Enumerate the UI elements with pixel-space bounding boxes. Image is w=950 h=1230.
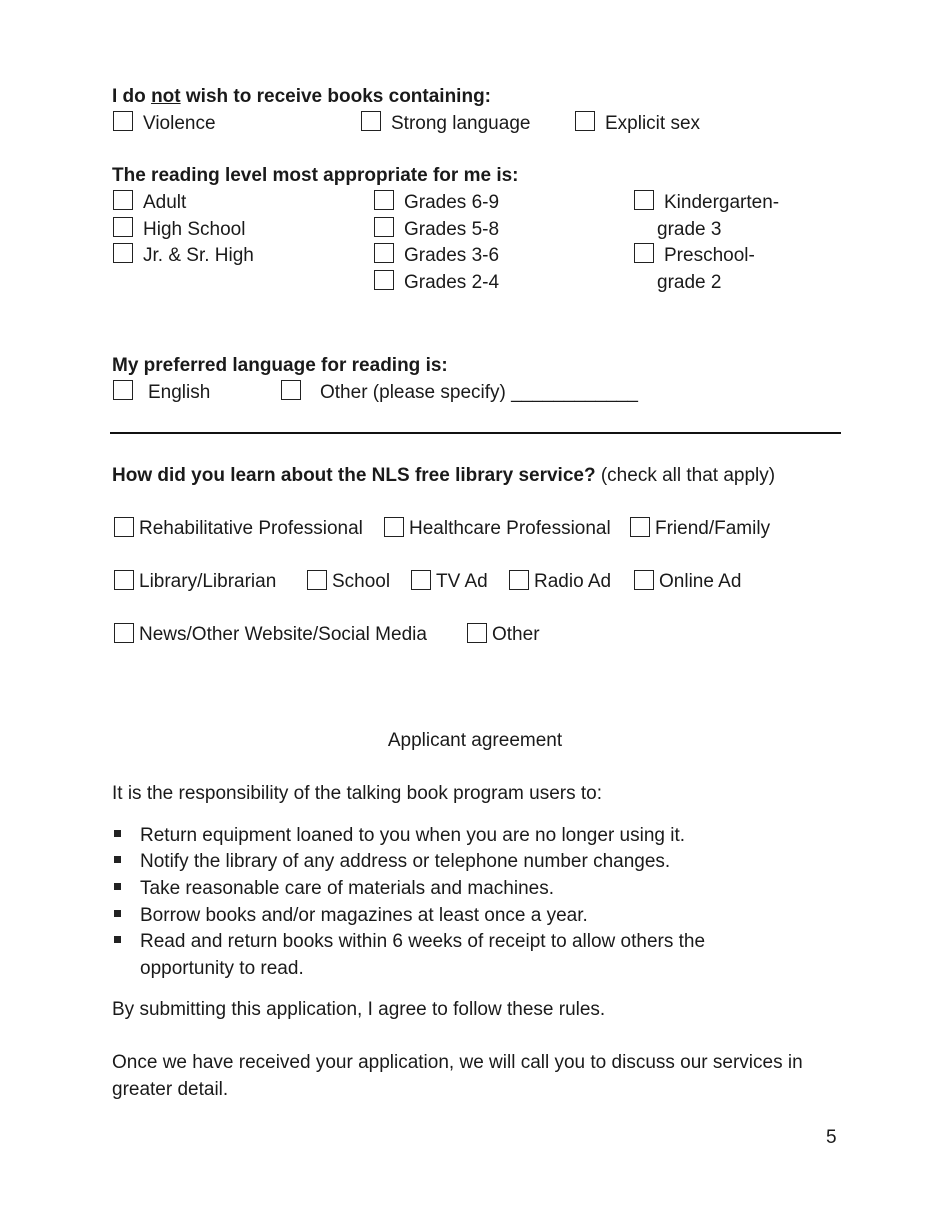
online-ad-label: Online Ad	[659, 571, 742, 592]
kindergarten-label-line1: Kindergarten-	[664, 192, 780, 213]
learn-heading	[112, 466, 775, 485]
news-website-social-checkbox[interactable]	[114, 623, 134, 643]
healthcare-professional-checkbox[interactable]	[384, 517, 404, 537]
strong-language-label: Strong language	[391, 113, 531, 134]
agreement-bullet-5-cont: opportunity to read.	[140, 958, 304, 979]
bullet-marker	[114, 910, 121, 917]
agreement-title: Applicant agreement	[387, 730, 563, 751]
other-language-checkbox[interactable]	[281, 380, 301, 400]
language-heading: My preferred language for reading is:	[112, 355, 448, 376]
agreement-bullet-4: Borrow books and/or magazines at least once a year.	[140, 905, 588, 926]
high-school-label: High School	[143, 219, 246, 240]
heading-text-rest: wish to receive books containing:	[180, 86, 492, 107]
closing-line-2: greater detail.	[112, 1079, 229, 1100]
agreement-bullet-1: Return equipment loaned to you when you are no longer using it.	[140, 825, 686, 846]
adult-checkbox[interactable]	[113, 190, 133, 210]
kindergarten-checkbox[interactable]	[634, 190, 654, 210]
grades-2-4-checkbox[interactable]	[374, 270, 394, 290]
agreement-bullet-3: Take reasonable care of materials and machines.	[140, 878, 555, 899]
bullet-marker	[114, 856, 121, 863]
violence-checkbox[interactable]	[113, 111, 133, 131]
school-checkbox[interactable]	[307, 570, 327, 590]
grades-3-6-label: Grades 3-6	[404, 245, 500, 266]
school-label: School	[332, 571, 391, 592]
explicit-sex-label: Explicit sex	[605, 113, 701, 134]
learn-heading-note: (check all that apply)	[595, 465, 776, 486]
bullet-marker	[114, 883, 121, 890]
jr-sr-high-label: Jr. & Sr. High	[143, 245, 254, 266]
news-website-social-label: News/Other Website/Social Media	[139, 624, 427, 645]
explicit-sex-checkbox[interactable]	[575, 111, 595, 131]
online-ad-checkbox[interactable]	[634, 570, 654, 590]
submit-note: By submitting this application, I agree to follow these rules.	[112, 999, 606, 1020]
grades-6-9-checkbox[interactable]	[374, 190, 394, 210]
rehab-professional-label: Rehabilitative Professional	[139, 518, 363, 539]
healthcare-professional-label: Healthcare Professional	[409, 518, 611, 539]
library-librarian-checkbox[interactable]	[114, 570, 134, 590]
english-checkbox[interactable]	[113, 380, 133, 400]
preschool-label-line2: grade 2	[657, 272, 722, 293]
learn-heading-bold: How did you learn about the NLS free library service?	[112, 465, 596, 486]
high-school-checkbox[interactable]	[113, 217, 133, 237]
preschool-label-line1: Preschool-	[664, 245, 755, 266]
section-divider	[110, 432, 841, 434]
strong-language-checkbox[interactable]	[361, 111, 381, 131]
bullet-marker	[114, 830, 121, 837]
bullet-marker	[114, 936, 121, 943]
closing-line-1: Once we have received your application, we will call you to discuss our services in	[112, 1052, 803, 1073]
page-number: 5	[826, 1127, 837, 1148]
grades-5-8-label: Grades 5-8	[404, 219, 500, 240]
grades-6-9-label: Grades 6-9	[404, 192, 500, 213]
library-librarian-label: Library/Librarian	[139, 571, 277, 592]
grades-5-8-checkbox[interactable]	[374, 217, 394, 237]
friend-family-checkbox[interactable]	[630, 517, 650, 537]
friend-family-label: Friend/Family	[655, 518, 771, 539]
other-source-label: Other	[492, 624, 540, 645]
agreement-bullet-2: Notify the library of any address or telephone number changes.	[140, 851, 671, 872]
tv-ad-checkbox[interactable]	[411, 570, 431, 590]
kindergarten-label-line2: grade 3	[657, 219, 722, 240]
english-label: English	[148, 382, 211, 403]
grades-2-4-label: Grades 2-4	[404, 272, 500, 293]
preschool-checkbox[interactable]	[634, 243, 654, 263]
reading-level-heading: The reading level most appropriate for me is:	[112, 165, 519, 186]
adult-label: Adult	[143, 192, 187, 213]
rehab-professional-checkbox[interactable]	[114, 517, 134, 537]
other-source-checkbox[interactable]	[467, 623, 487, 643]
radio-ad-checkbox[interactable]	[509, 570, 529, 590]
content-prefs-heading	[112, 87, 491, 106]
agreement-bullet-5: Read and return books within 6 weeks of receipt to allow others the	[140, 931, 706, 952]
heading-not: not	[151, 86, 181, 107]
agreement-intro: It is the responsibility of the talking book program users to:	[112, 783, 603, 804]
jr-sr-high-checkbox[interactable]	[113, 243, 133, 263]
other-language-label: Other (please specify) ____________	[320, 382, 638, 403]
radio-ad-label: Radio Ad	[534, 571, 612, 592]
tv-ad-label: TV Ad	[436, 571, 488, 592]
violence-label: Violence	[143, 113, 216, 134]
grades-3-6-checkbox[interactable]	[374, 243, 394, 263]
heading-text: I do	[112, 86, 152, 107]
